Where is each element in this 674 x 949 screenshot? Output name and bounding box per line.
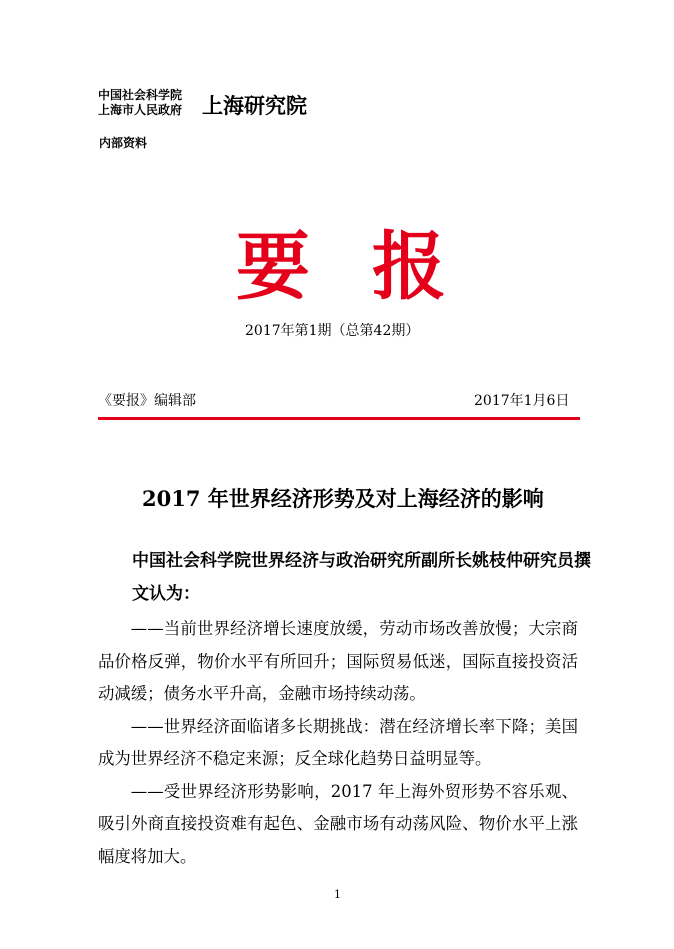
- institute-name: 上海研究院: [202, 93, 307, 118]
- org-line-1: 中国社会科学院: [98, 88, 183, 102]
- body-paragraph-2: ——世界经济面临诸多长期挑战：潜在经济增长率下降；美国成为世界经济不稳定来源；反全球化趋势日益明显等。: [98, 716, 578, 768]
- editor-dept: 《要报》编辑部: [98, 393, 196, 409]
- report-title-char-2: 报: [372, 224, 508, 310]
- report-title: [236, 208, 508, 314]
- article-title: 2017 年世界经济形势及对上海经济的影响: [142, 486, 544, 511]
- issue-number: 2017年第1期（总第42期）: [245, 323, 420, 339]
- classification-label: 内部资料: [99, 136, 148, 150]
- red-divider: [98, 417, 580, 420]
- report-date: 2017年1月6日: [474, 393, 570, 409]
- body-paragraph-1: ——当前世界经济增长速度放缓，劳动市场改善放慢；大宗商品价格反弹，物价水平有所回升；国际贸易低迷，国际直接投资活动减缓；债务水平升高，金融市场持续动荡。: [98, 619, 578, 703]
- org-line-2: 上海市人民政府: [98, 103, 183, 117]
- page-number: 1: [334, 888, 341, 901]
- body-paragraph-3: ——受世界经济形势影响，2017 年上海外贸形势不容乐观、吸引外商直接投资难有起色、金融市场有动荡风险、物价水平上涨幅度将加大。: [98, 781, 578, 866]
- author-line: 中国社会科学院世界经济与政治研究所副所长姚枝仲研究员撰文认为：: [132, 551, 591, 604]
- report-title-char-1: 要: [236, 224, 372, 310]
- article-body: [98, 613, 578, 873]
